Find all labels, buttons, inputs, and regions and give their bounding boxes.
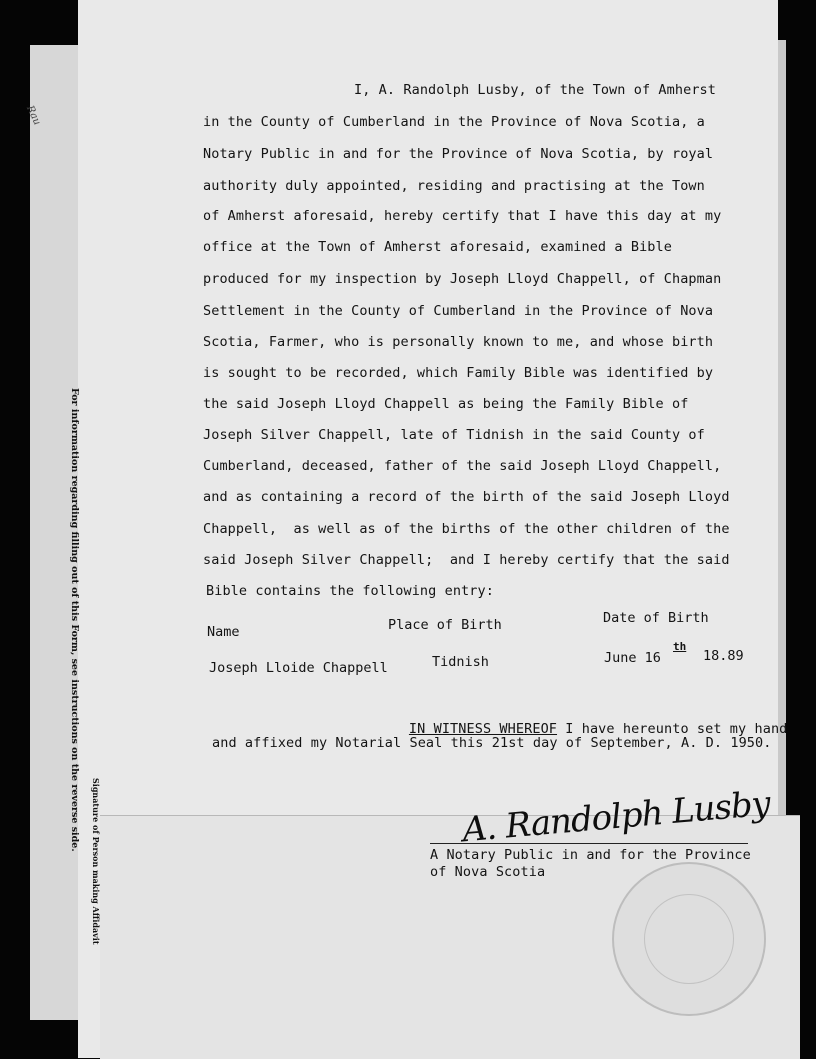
entry-header-name: Name <box>207 624 240 640</box>
entry-header-place: Place of Birth <box>388 617 502 633</box>
entry-name: Joseph Lloide Chappell <box>209 660 388 676</box>
entry-date-day: June 16 <box>604 650 661 666</box>
certificate-line: Bible contains the following entry: <box>206 583 494 599</box>
entry-date-ordinal: th <box>673 640 687 653</box>
entry-header-date: Date of Birth <box>603 610 709 626</box>
signature-rule <box>430 843 748 844</box>
certificate-line: the said Joseph Lloyd Chappell as being the Family Bible of <box>203 396 689 412</box>
certificate-line: Settlement in the County of Cumberland in the Province of Nova <box>203 303 714 319</box>
certificate-line: produced for my inspection by Joseph Lloyd Chappell, of Chapman <box>203 271 722 287</box>
certificate-line: authority duly appointed, residing and practising at the Town <box>203 178 705 194</box>
certificate-line: I, A. Randolph Lusby, of the Town of Amherst <box>354 82 717 98</box>
certificate-line: is sought to be recorded, which Family Bible was identified by <box>203 365 714 381</box>
witness-line-2: and affixed my Notarial Seal this 21st day of September, A. D. 1950. <box>212 735 772 751</box>
entry-place: Tidnish <box>432 654 489 670</box>
signer-title-line-1: A Notary Public in and for the Province <box>430 847 751 863</box>
affidavit-signature-caption: Signature of Person making Affidavit <box>91 778 101 945</box>
entry-date-year: 18.89 <box>703 648 744 664</box>
certificate-line: Joseph Silver Chappell, late of Tidnish in the said County of <box>203 427 705 443</box>
notarial-seal <box>612 862 766 1016</box>
witness-line-1-text: I have hereunto set my hand <box>557 721 788 737</box>
signer-title-line-2: of Nova Scotia <box>430 864 546 880</box>
certificate-line: Notary Public in and for the Province of Nova Scotia, by royal <box>203 146 714 162</box>
certificate-line: Chappell, as well as of the births of the other children of the <box>203 521 730 537</box>
certificate-line: said Joseph Silver Chappell; and I hereby certify that the said <box>203 552 730 568</box>
certificate-line: in the County of Cumberland in the Province of Nova Scotia, a <box>203 114 705 130</box>
certificate-line: of Amherst aforesaid, hereby certify that I have this day at my <box>203 208 722 224</box>
notary-signature: A. Randolph Lusby <box>460 783 772 851</box>
form-instructions-note: For information regarding filling out of this Form, see instructions on the reverse side. <box>69 388 80 852</box>
certificate-line: Cumberland, deceased, father of the said Joseph Lloyd Chappell, <box>203 458 722 474</box>
seal-inner-ring <box>644 894 734 984</box>
certificate-line: office at the Town of Amherst aforesaid, examined a Bible <box>203 239 672 255</box>
corner-initial: Rau <box>24 104 43 127</box>
certificate-line: Scotia, Farmer, who is personally known to me, and whose birth <box>203 334 714 350</box>
witness-heading: IN WITNESS WHEREOF <box>408 721 558 737</box>
certificate-line: and as containing a record of the birth of the said Joseph Lloyd <box>203 489 730 505</box>
